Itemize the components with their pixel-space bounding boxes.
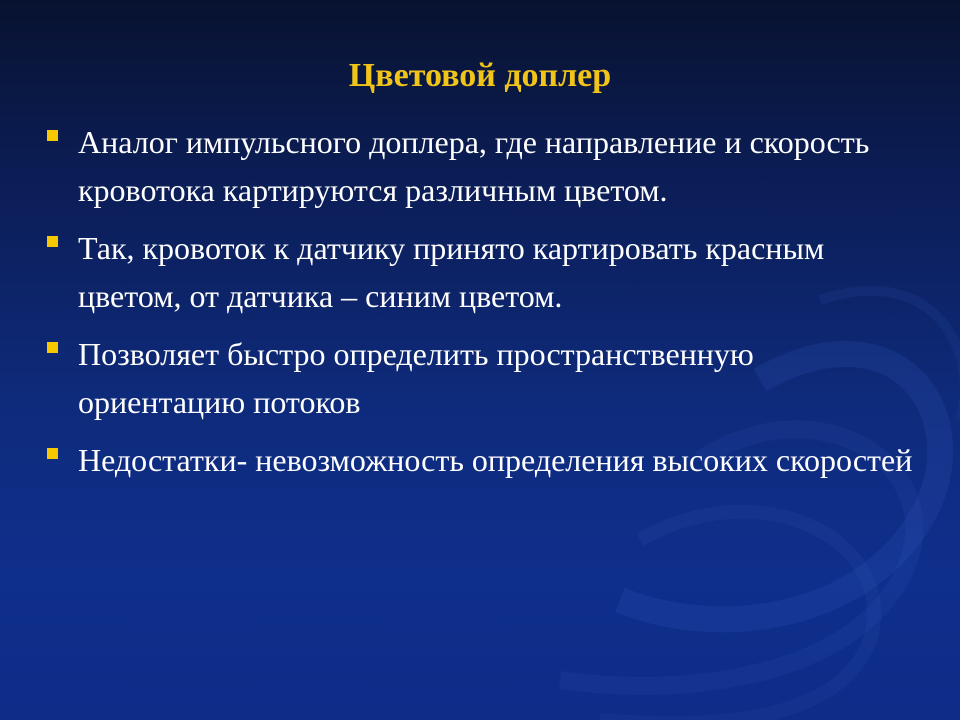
bullet-text: Так, кровоток к датчику принято картировать красным цветом, от датчика – синим цветом. bbox=[78, 230, 825, 314]
square-bullet-icon bbox=[47, 448, 58, 459]
bullet-list bbox=[40, 118, 920, 494]
bullet-item bbox=[40, 436, 920, 484]
square-bullet-icon bbox=[47, 236, 58, 247]
bullet-text: Позволяет быстро определить пространственную ориентацию потоков bbox=[78, 336, 754, 420]
slide-title: Цветовой доплер bbox=[348, 57, 612, 94]
bullet-text: Аналог импульсного доплера, где направление и скорость кровотока картируются различным цветом. bbox=[78, 124, 870, 208]
bullet-item bbox=[40, 330, 920, 426]
bullet-text: Недостатки- невозможность определения высоких скоростей bbox=[78, 442, 913, 478]
bullet-item bbox=[40, 224, 920, 320]
square-bullet-icon bbox=[47, 130, 58, 141]
square-bullet-icon bbox=[47, 342, 58, 353]
bullet-item bbox=[40, 118, 920, 214]
